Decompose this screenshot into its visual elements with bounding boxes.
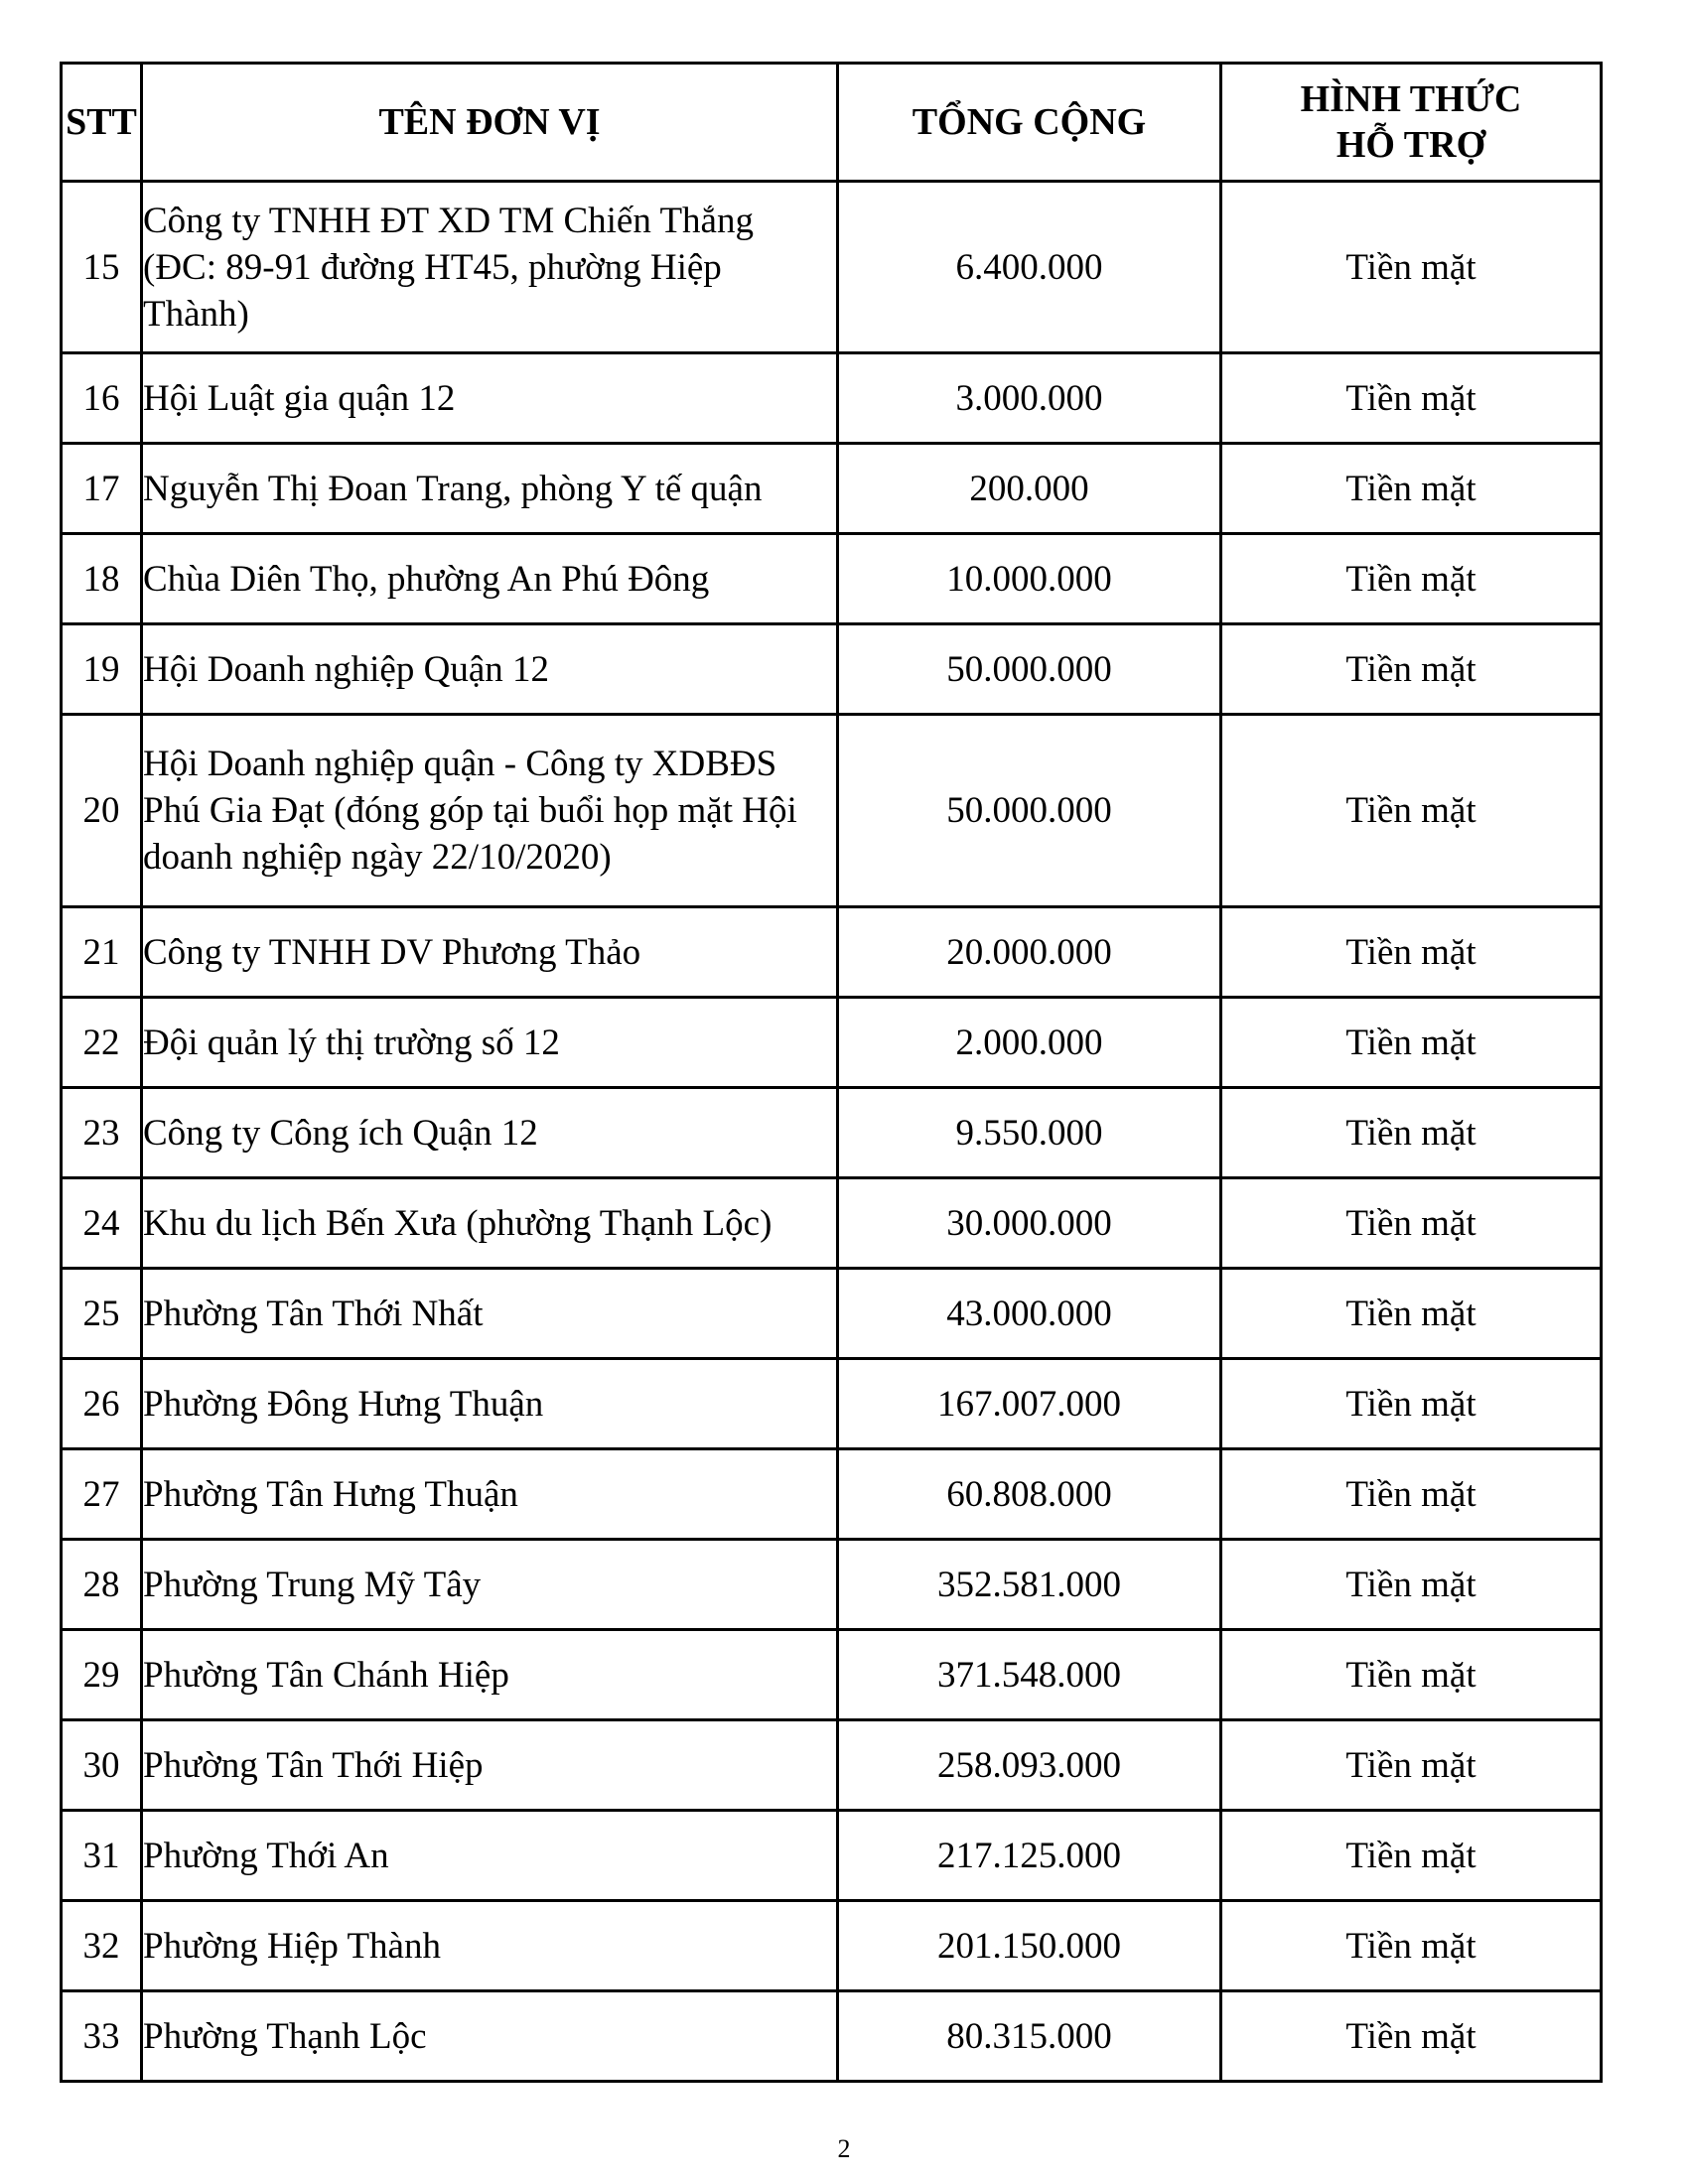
row-total: 60.808.000 <box>838 1449 1221 1540</box>
row-name: Phường Trung Mỹ Tây <box>142 1540 838 1630</box>
row-total: 30.000.000 <box>838 1178 1221 1269</box>
row-form: Tiền mặt <box>1221 1449 1602 1540</box>
row-total: 10.000.000 <box>838 534 1221 624</box>
row-stt: 20 <box>62 715 142 907</box>
row-name: Khu du lịch Bến Xưa (phường Thạnh Lộc) <box>142 1178 838 1269</box>
row-name: Hội Doanh nghiệp quận - Công ty XDBĐS Phú Gia Đạt (đóng góp tại buổi họp mặt Hội doanh nghiệp ngày 22/10/2020) <box>142 715 838 907</box>
row-stt: 26 <box>62 1359 142 1449</box>
row-stt: 16 <box>62 353 142 444</box>
row-form: Tiền mặt <box>1221 1540 1602 1630</box>
table-row <box>62 353 1602 444</box>
header-form <box>1221 64 1602 182</box>
row-stt: 15 <box>62 182 142 353</box>
header-name: TÊN ĐƠN VỊ <box>142 64 838 182</box>
donor-table <box>60 62 1603 2083</box>
row-form: Tiền mặt <box>1221 1178 1602 1269</box>
row-stt: 28 <box>62 1540 142 1630</box>
row-form: Tiền mặt <box>1221 907 1602 998</box>
row-name: Phường Đông Hưng Thuận <box>142 1359 838 1449</box>
table-row <box>62 534 1602 624</box>
row-stt: 17 <box>62 444 142 534</box>
row-form: Tiền mặt <box>1221 1269 1602 1359</box>
table-row <box>62 1449 1602 1540</box>
row-form: Tiền mặt <box>1221 1991 1602 2082</box>
table-row <box>62 1901 1602 1991</box>
row-stt: 22 <box>62 998 142 1088</box>
row-form: Tiền mặt <box>1221 534 1602 624</box>
header-form-line1: HÌNH THỨC <box>1300 78 1522 120</box>
row-total: 3.000.000 <box>838 353 1221 444</box>
row-form: Tiền mặt <box>1221 715 1602 907</box>
table-row <box>62 1991 1602 2082</box>
table-row <box>62 715 1602 907</box>
table-row <box>62 1359 1602 1449</box>
table-row <box>62 182 1602 353</box>
row-name: Phường Tân Chánh Hiệp <box>142 1630 838 1720</box>
row-total: 217.125.000 <box>838 1811 1221 1901</box>
row-total: 50.000.000 <box>838 715 1221 907</box>
row-name: Nguyễn Thị Đoan Trang, phòng Y tế quận <box>142 444 838 534</box>
row-name: Chùa Diên Thọ, phường An Phú Đông <box>142 534 838 624</box>
row-total: 167.007.000 <box>838 1359 1221 1449</box>
table-row <box>62 444 1602 534</box>
row-form: Tiền mặt <box>1221 444 1602 534</box>
row-total: 20.000.000 <box>838 907 1221 998</box>
row-name: Đội quản lý thị trường số 12 <box>142 998 838 1088</box>
row-total: 258.093.000 <box>838 1720 1221 1811</box>
page-number: 2 <box>837 2134 851 2163</box>
table-row <box>62 998 1602 1088</box>
row-name: Công ty Công ích Quận 12 <box>142 1088 838 1178</box>
row-name: Công ty TNHH DV Phương Thảo <box>142 907 838 998</box>
row-stt: 21 <box>62 907 142 998</box>
row-form: Tiền mặt <box>1221 1811 1602 1901</box>
row-stt: 18 <box>62 534 142 624</box>
row-stt: 24 <box>62 1178 142 1269</box>
row-form: Tiền mặt <box>1221 1901 1602 1991</box>
header-stt: STT <box>62 64 142 182</box>
table-row <box>62 1178 1602 1269</box>
table-row <box>62 1088 1602 1178</box>
row-name: Phường Thạnh Lộc <box>142 1991 838 2082</box>
row-name: Hội Doanh nghiệp Quận 12 <box>142 624 838 715</box>
header-form-line2: HỖ TRỢ <box>1336 124 1486 166</box>
table-row <box>62 1540 1602 1630</box>
table-row <box>62 1811 1602 1901</box>
row-stt: 31 <box>62 1811 142 1901</box>
row-stt: 23 <box>62 1088 142 1178</box>
table-row <box>62 624 1602 715</box>
row-form: Tiền mặt <box>1221 1359 1602 1449</box>
table-row <box>62 1720 1602 1811</box>
row-name: Hội Luật gia quận 12 <box>142 353 838 444</box>
row-total: 6.400.000 <box>838 182 1221 353</box>
row-total: 2.000.000 <box>838 998 1221 1088</box>
row-stt: 33 <box>62 1991 142 2082</box>
row-form: Tiền mặt <box>1221 182 1602 353</box>
row-stt: 29 <box>62 1630 142 1720</box>
row-name: Phường Tân Thới Nhất <box>142 1269 838 1359</box>
row-total: 43.000.000 <box>838 1269 1221 1359</box>
row-stt: 25 <box>62 1269 142 1359</box>
row-form: Tiền mặt <box>1221 1630 1602 1720</box>
row-form: Tiền mặt <box>1221 1720 1602 1811</box>
row-total: 371.548.000 <box>838 1630 1221 1720</box>
row-total: 352.581.000 <box>838 1540 1221 1630</box>
row-form: Tiền mặt <box>1221 353 1602 444</box>
row-total: 50.000.000 <box>838 624 1221 715</box>
table-header-row <box>62 64 1602 182</box>
row-form: Tiền mặt <box>1221 1088 1602 1178</box>
row-stt: 32 <box>62 1901 142 1991</box>
row-name: Phường Tân Hưng Thuận <box>142 1449 838 1540</box>
header-total: TỔNG CỘNG <box>838 64 1221 182</box>
row-total: 201.150.000 <box>838 1901 1221 1991</box>
row-form: Tiền mặt <box>1221 624 1602 715</box>
row-name: Phường Tân Thới Hiệp <box>142 1720 838 1811</box>
row-name: Công ty TNHH ĐT XD TM Chiến Thắng (ĐC: 89-91 đường HT45, phường Hiệp Thành) <box>142 182 838 353</box>
row-total: 80.315.000 <box>838 1991 1221 2082</box>
row-name: Phường Thới An <box>142 1811 838 1901</box>
row-name: Phường Hiệp Thành <box>142 1901 838 1991</box>
row-stt: 30 <box>62 1720 142 1811</box>
row-form: Tiền mặt <box>1221 998 1602 1088</box>
table-row <box>62 907 1602 998</box>
row-total: 200.000 <box>838 444 1221 534</box>
row-stt: 27 <box>62 1449 142 1540</box>
row-total: 9.550.000 <box>838 1088 1221 1178</box>
table-row <box>62 1269 1602 1359</box>
table-row <box>62 1630 1602 1720</box>
row-stt: 19 <box>62 624 142 715</box>
